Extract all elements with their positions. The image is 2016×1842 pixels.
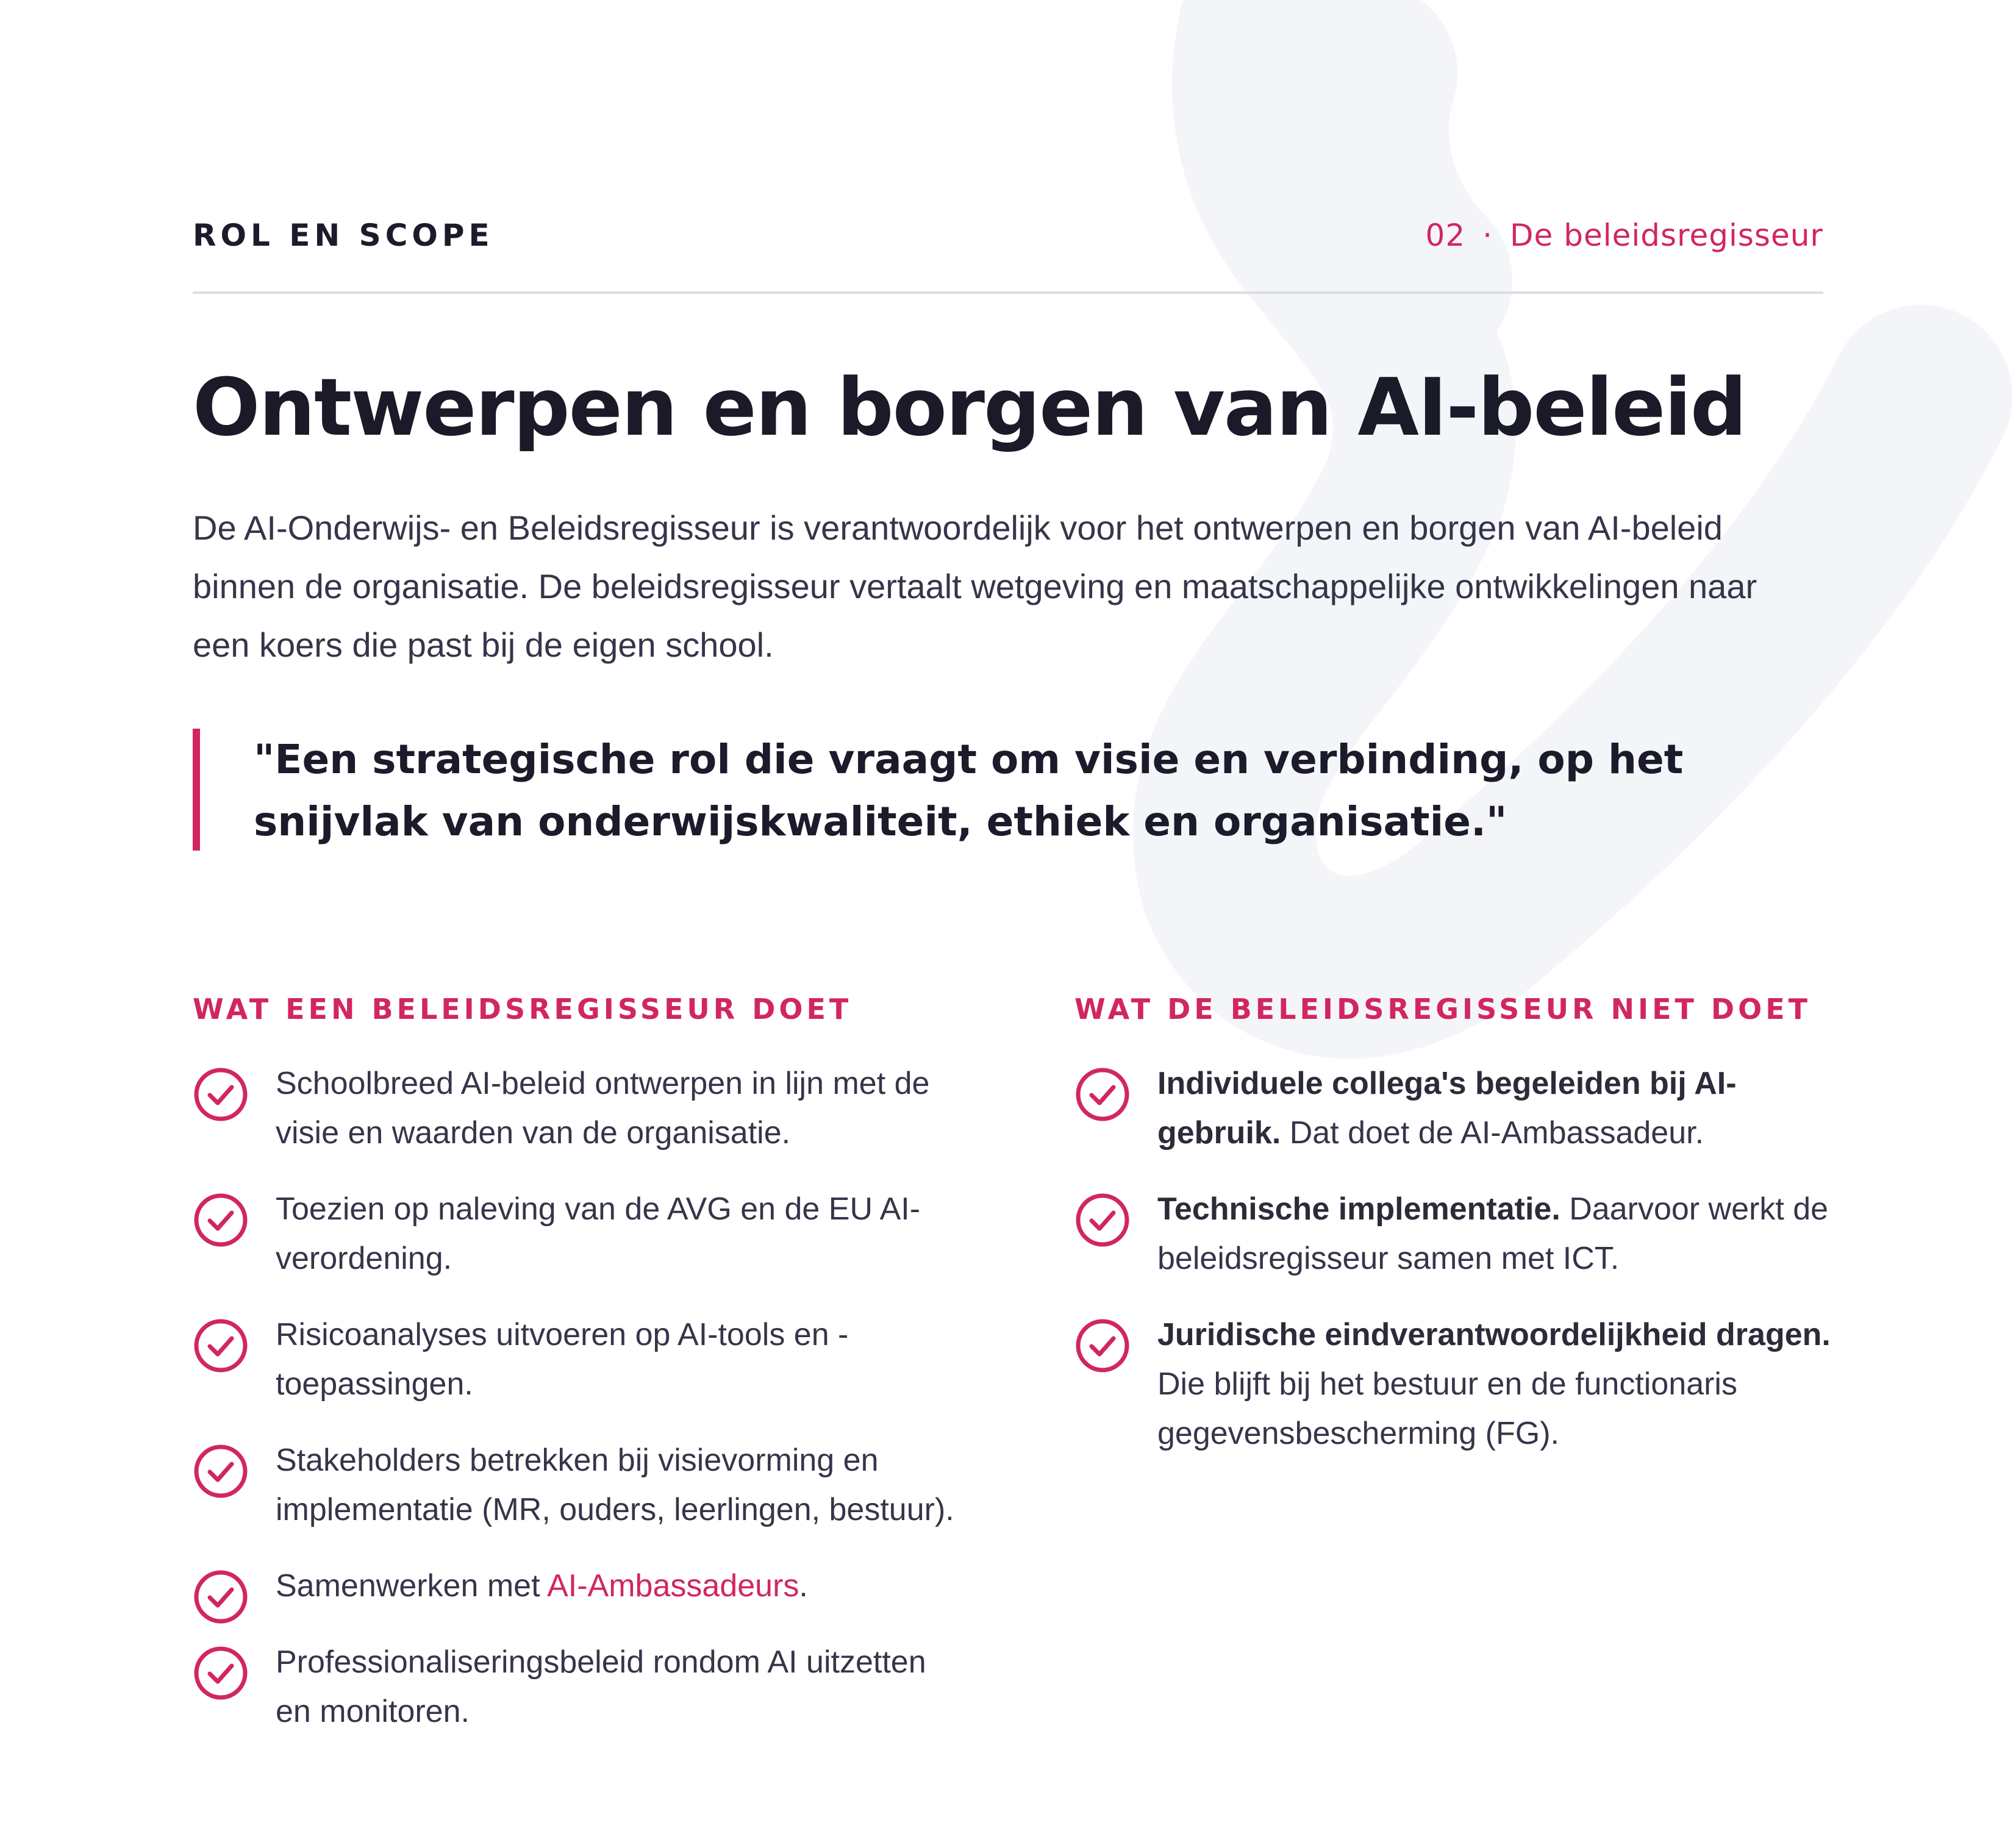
does-not-heading: WAT DE BELEIDSREGISSEUR NIET DOET [1074, 993, 1812, 1026]
check-circle-icon [1074, 1066, 1131, 1123]
list-item-text: Schoolbreed AI-beleid ontwerpen in lijn met de visie en waarden van de organisatie. [276, 1066, 930, 1151]
list-item-suffix: . [799, 1568, 808, 1604]
check-circle-icon [193, 1318, 249, 1374]
list-item [193, 1638, 955, 1737]
list-item [193, 1059, 955, 1158]
list-item-text: Stakeholders betrekken bij visievorming en implementatie (MR, ouders, leerlingen, bestuur). [276, 1443, 954, 1527]
list-item [1074, 1185, 1837, 1283]
list-item-text: Daarvoor werkt de beleidsregisseur samen met ICT. [1157, 1191, 1829, 1276]
page-header [193, 213, 1823, 262]
list-item-text: Professionaliseringsbeleid rondom AI uitzetten en monitoren. [276, 1644, 926, 1729]
check-circle-icon [1074, 1192, 1131, 1248]
list-item-strong: Juridische eindverantwoordelijkheid dragen. [1157, 1317, 1831, 1352]
check-circle-icon [193, 1066, 249, 1123]
does-heading: WAT EEN BELEIDSREGISSEUR DOET [193, 993, 853, 1026]
chapter-indicator [1426, 213, 1823, 257]
check-circle-icon [193, 1443, 249, 1499]
intro-paragraph: De AI-Onderwijs- en Beleidsregisseur is verantwoordelijk voor het ontwerpen en borgen van AI-beleid binnen de organisatie. De beleidsregisseur vertaalt wetgeving en maatschappelijke ontwikkelingen naar een koers die past bij de eigen school. [193, 509, 1757, 664]
list-item [1074, 1059, 1837, 1158]
chapter-number: 02 [1425, 218, 1466, 253]
list-item-text: Risicoanalyses uitvoeren op AI-tools en -toepassingen. [276, 1317, 849, 1402]
check-circle-icon [193, 1192, 249, 1248]
list-item [1074, 1310, 1837, 1458]
page-content [193, 0, 1831, 1842]
ai-ambassadeurs-link[interactable]: AI-Ambassadeurs [547, 1568, 799, 1604]
section-label: ROL EN SCOPE [193, 218, 494, 253]
list-item-strong: Technische implementatie. [1157, 1191, 1560, 1227]
does-not-column [1074, 985, 1837, 1485]
list-item [193, 1310, 955, 1409]
list-item-text: Dat doet de AI-Ambassadeur. [1281, 1115, 1704, 1151]
list-item [193, 1436, 955, 1535]
chapter-separator: · [1482, 218, 1493, 253]
does-column [193, 985, 955, 1763]
list-item [193, 1185, 955, 1283]
list-item [193, 1562, 955, 1611]
list-item-strong: Individuele collega's begeleiden bij AI-gebruik. [1157, 1066, 1737, 1151]
page-title: Ontwerpen en borgen van AI-beleid [193, 361, 1746, 454]
check-circle-icon [1074, 1318, 1131, 1374]
check-circle-icon [193, 1569, 249, 1625]
pull-quote [193, 729, 1785, 851]
chapter-title: De beleidsregisseur [1510, 218, 1823, 253]
check-circle-icon [193, 1645, 249, 1701]
pull-quote-text: "Een strategische rol die vraagt om visie en verbinding, op het snijvlak van onderwijskwaliteit, ethiek en organisatie." [254, 736, 1684, 845]
list-item-text: Die blijft bij het bestuur en de functionaris gegevensbescherming (FG). [1157, 1366, 1737, 1451]
list-item-text: Samenwerken met [276, 1568, 548, 1604]
header-divider [193, 291, 1823, 294]
list-item-text: Toezien op naleving van de AVG en de EU AI-verordening. [276, 1191, 921, 1276]
